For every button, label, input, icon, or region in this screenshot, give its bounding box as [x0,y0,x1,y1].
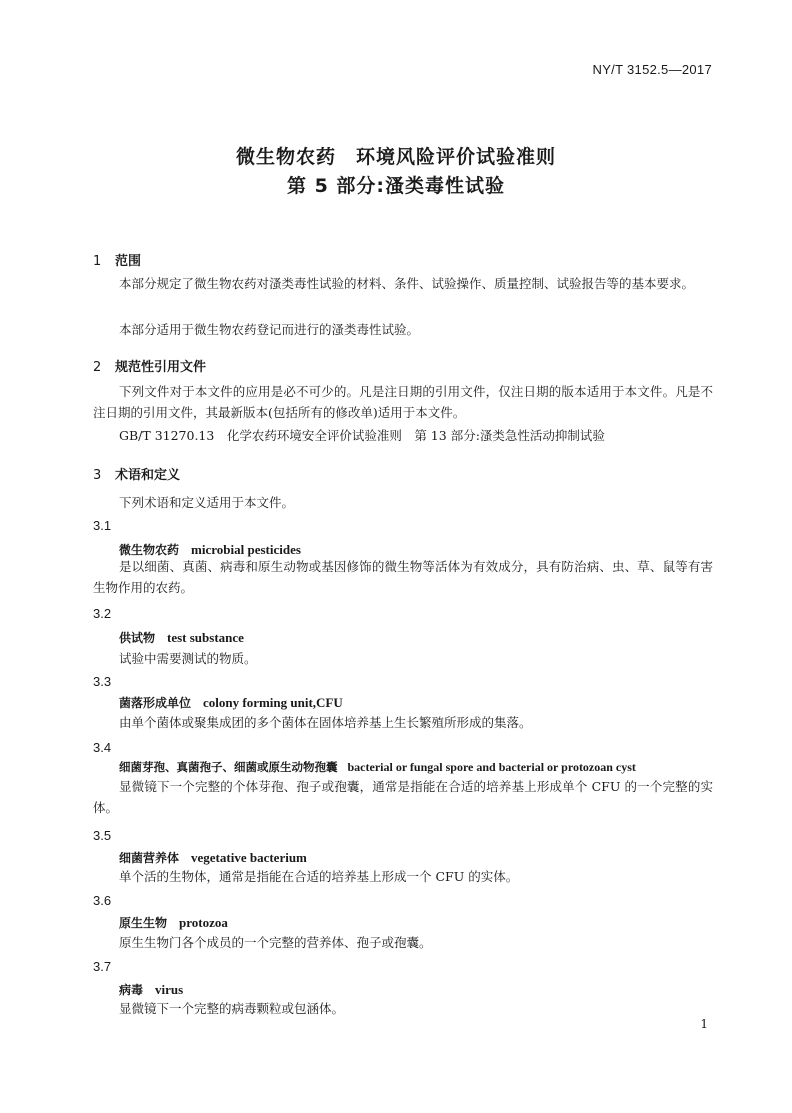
term-number: 3.6 [93,893,112,908]
clause-title: 规范性引用文件 [115,360,207,375]
clause-title: 范围 [115,254,142,269]
page-number: 1 [700,1017,708,1031]
term-name [119,694,343,711]
term-number: 3.7 [93,959,112,974]
clause-title: 术语和定义 [115,468,181,483]
term-definition: 试验中需要测试的物质。 [119,651,257,666]
term-definition: 原生生物门各个成员的一个完整的营养体、孢子或孢囊。 [119,935,432,950]
term-name [119,629,244,646]
term-zh: 细菌营养体 [119,851,180,865]
term-definition: 是以细菌、真菌、病毒和原生动物或基因修饰的微生物等活体为有效成分，具有防治病、虫、草、鼠等有害生物作用的农药。 [93,559,713,595]
clause-number: 2 [93,360,102,375]
term-zh: 原生生物 [119,916,168,930]
term-en: colony forming unit,CFU [203,695,343,710]
clause-1-para-2: 本部分适用于微生物农药登记而进行的溞类毒性试验。 [119,322,420,337]
clause-number: 1 [93,254,102,269]
term-en: vegetative bacterium [191,850,307,865]
term-definition: 由单个菌体或聚集成团的多个菌体在固体培养基上生长繁殖所形成的集落。 [119,715,532,730]
term-number: 3.2 [93,606,112,621]
term-zh: 供试物 [119,631,156,645]
term-number: 3.4 [93,740,112,755]
term-en: test substance [167,630,244,645]
term-name [119,759,636,775]
clause-3-heading [93,464,180,483]
term-en: bacterial or fungal spore and bacterial or protozoan cyst [347,760,636,774]
term-definition: 单个活的生物体，通常是指能在合适的培养基上形成一个 CFU 的实体。 [119,869,519,884]
term-en: microbial pesticides [191,542,301,557]
clause-2-heading [93,356,206,375]
standard-code: NY/T 3152.5—2017 [592,62,712,77]
term-zh: 微生物农药 [119,543,180,557]
clause-number: 3 [93,468,102,483]
term-definition: 显微镜下一个完整的个体芽孢、孢子或孢囊，通常是指能在合适的培养基上形成单个 CFU 的一个完整的实体。 [93,779,713,815]
term-name [119,914,228,931]
clause-1-heading [93,250,141,269]
term-zh: 细菌芽孢、真菌孢子、细菌或原生动物孢囊 [119,760,338,774]
clause-3-intro: 下列术语和定义适用于本文件。 [119,495,295,510]
term-number: 3.3 [93,674,112,689]
normative-reference: GB/T 31270.13 化学农药环境安全评价试验准则 第 13 部分:溞类急性活动抑制试验 [119,428,605,443]
term-zh: 菌落形成单位 [119,696,192,710]
term-number: 3.5 [93,828,112,843]
term-zh: 病毒 [119,983,144,997]
clause-2-para-1: 下列文件对于本文件的应用是必不可少的。凡是注日期的引用文件，仅注日期的版本适用于本文件。凡是不注日期的引用文件，其最新版本(包括所有的修改单)适用于本文件。 [93,384,713,420]
term-definition: 显微镜下一个完整的病毒颗粒或包涵体。 [119,1001,345,1016]
clause-1-para-1: 本部分规定了微生物农药对溞类毒性试验的材料、条件、试验操作、质量控制、试验报告等的基本要求。 [119,276,695,291]
document-subtitle: 第 5 部分:溞类毒性试验 [286,175,506,197]
term-en: protozoa [179,915,228,930]
term-name [119,981,183,998]
term-number: 3.1 [93,518,112,533]
document-title: 微生物农药 环境风险评价试验准则 [235,146,556,168]
term-en: virus [155,982,184,997]
term-name [119,849,307,866]
